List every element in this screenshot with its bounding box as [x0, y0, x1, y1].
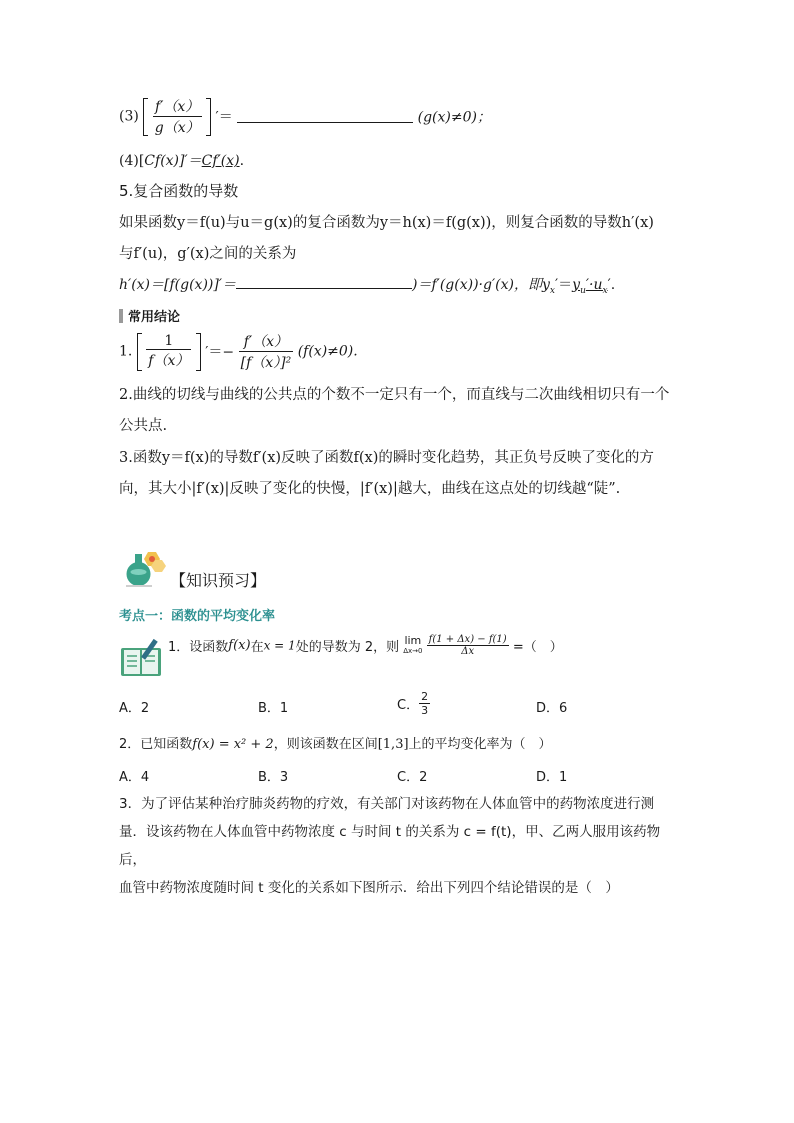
- item-4: [119, 150, 244, 170]
- item-4-cf: Cf: [144, 153, 161, 169]
- q3-line1: 3．为了评估某种治疗肺炎药物的疗效，有关部门对该药物在人体血管中的药物浓度进行测: [119, 796, 655, 812]
- c1-prime-eq: ′＝−: [205, 344, 235, 361]
- question-1: [168, 634, 563, 664]
- q2-option-a[interactable]: A．4: [119, 770, 150, 785]
- section-5-line3: [119, 274, 615, 296]
- q1-mid2: 处的导数为 2，则: [295, 640, 400, 655]
- title-bar: [119, 309, 123, 323]
- conclusion-3: 3.函数y＝f(x)的导数f′(x)反映了函数f(x)的瞬时变化趋势，其正负号反映了变化的方向，其大小|f′(x)|反映了变化的快慢，|f′(x)|越大，曲线在这点处的切线越“陡”.: [119, 450, 654, 497]
- q1-option-c[interactable]: C． $\frac{2}{3}$: [397, 690, 429, 717]
- q1-x1: x = 1: [263, 638, 296, 653]
- bracket-left: [143, 98, 148, 136]
- line3-eq: ′＝: [554, 277, 573, 293]
- bracket-right: [206, 98, 211, 136]
- item-3-denominator: g（x）: [153, 116, 202, 137]
- section-5-line1: 如果函数y＝f(u)与u＝g(x)的复合函数为y＝h(x)＝f(g(x))，则复合函数的导数h′(x): [119, 215, 654, 231]
- line3-end: ′.: [607, 277, 616, 293]
- line3-blank[interactable]: [236, 276, 412, 289]
- c1-label: 1.: [119, 343, 133, 360]
- q1-limit: lim Δx→0: [403, 633, 423, 655]
- conclusion-2: 2.曲线的切线与曲线的公共点的个数不一定只有一个，而直线与二次曲线相切只有一个公共点.: [119, 387, 670, 434]
- q1-option-a[interactable]: A．2: [119, 701, 150, 716]
- q2-fx: f(x) = x² + 2: [192, 737, 274, 752]
- q2-option-d[interactable]: D．1: [536, 770, 568, 785]
- item-4-answer: Cf′(x): [201, 153, 240, 169]
- question-2: 2．已知函数f(x) = x² + 2，则该函数在区间[1,3]上的平均变化率为（ ）: [119, 737, 552, 752]
- item-4-mid: (x)]′＝: [160, 153, 202, 169]
- c1-rhs-numerator: f′（x）: [243, 334, 289, 350]
- section-5-heading: 5.复合函数的导数: [119, 182, 239, 200]
- line3-y: y: [541, 277, 550, 293]
- q1-end: =（ ）: [512, 640, 563, 655]
- item-3-fraction: [153, 96, 202, 137]
- c1-condition: (f(x)≠0).: [297, 343, 358, 360]
- knowledge-preview-title: 【知识预习】: [170, 571, 267, 590]
- section-5-body: [119, 208, 679, 270]
- q1-option-b[interactable]: B．1: [258, 701, 289, 716]
- conclusion-1: [119, 331, 358, 375]
- bracket-left: [137, 333, 142, 371]
- item-3-label: (3): [119, 108, 139, 125]
- item-3-prime-eq: ′＝: [215, 109, 233, 126]
- q1-option-d[interactable]: D．6: [536, 701, 568, 716]
- q1-mid: 在: [250, 640, 264, 655]
- q2-interval: [1,3]: [377, 737, 409, 752]
- line3-x-sub: x: [549, 285, 555, 296]
- c1-fraction: [146, 333, 191, 370]
- book-icon: [119, 636, 165, 680]
- flask-icon: [122, 548, 168, 588]
- item-3-blank[interactable]: [237, 110, 413, 123]
- line3-start: h′(x)＝[f(g(x))]′＝: [119, 277, 237, 293]
- q2-option-b[interactable]: B．3: [258, 770, 289, 785]
- bracket-right: [196, 333, 201, 371]
- item-4-label: (4)[: [119, 153, 145, 169]
- line3-answer: $y_u'\cdot u_x$: [572, 277, 608, 296]
- c1-numerator: 1: [164, 333, 174, 349]
- line3-mid: )＝f′(g(x))·g′(x)，即: [412, 277, 542, 293]
- q3-line3: 血管中药物浓度随时间 t 变化的关系如下图所示．给出下列四个结论错误的是（ ）: [119, 880, 619, 896]
- section-5-line2: 与f′(u)，g′(x)之间的关系为: [119, 246, 297, 262]
- c1-denominator: f（x）: [146, 349, 191, 370]
- item-3-condition: (g(x)≠0)；: [417, 109, 491, 126]
- c1-rhs-fraction: [239, 331, 294, 372]
- item-3-numerator: f′（x）: [155, 99, 200, 115]
- question-3: [119, 790, 679, 902]
- common-conclusions-title: 常用结论: [119, 306, 180, 325]
- c1-rhs-denominator: [f（x）]²: [239, 351, 294, 372]
- q1-fraction: $\frac{f(1 + \Delta x) - f(1)}{\Delta x}$: [428, 634, 507, 657]
- q2-option-c[interactable]: C．2: [397, 770, 428, 785]
- point-1-heading: 考点一：函数的平均变化率: [119, 609, 276, 624]
- q1-pre: 1．设函数: [168, 640, 229, 655]
- item-4-end: .: [239, 153, 245, 169]
- q3-line2: 量．设该药物在人体血管中药物浓度 c 与时间 t 的关系为 c = f(t)，甲、乙两人服用该药物后，: [119, 824, 661, 868]
- item-3: [119, 96, 491, 140]
- q1-fx: f(x): [228, 638, 251, 653]
